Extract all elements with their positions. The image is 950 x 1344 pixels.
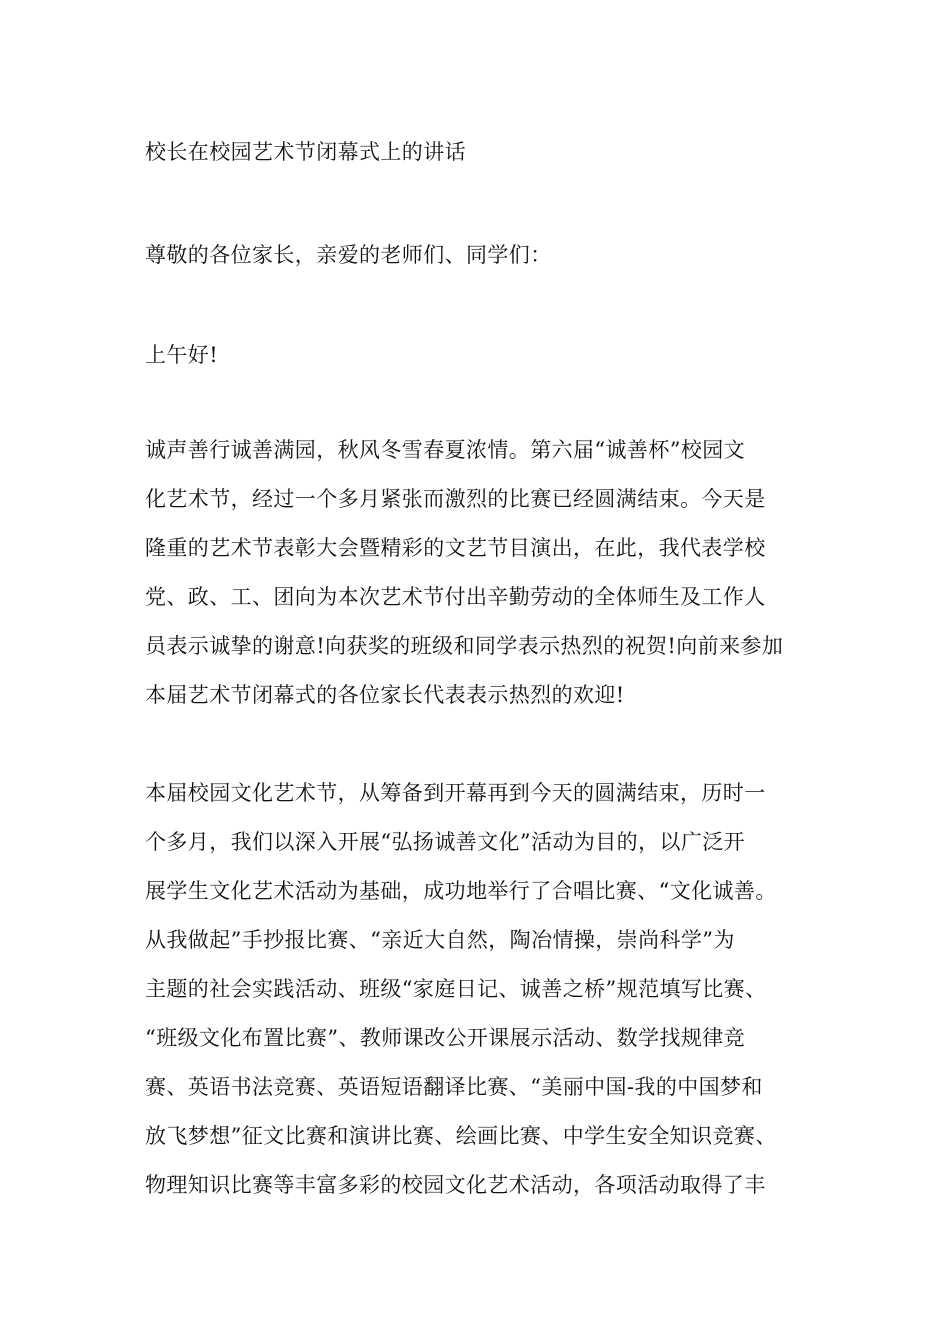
paragraph-line: 个多月，我们以深入开展“弘扬诚善文化”活动为目的，以广泛开 [145, 830, 746, 854]
paragraph-line: “班级文化布置比赛”、教师课改公开课展示活动、数学找规律竞 [145, 1026, 746, 1050]
paragraph-line: 展学生文化艺术活动为基础，成功地举行了合唱比赛、“文化诚善。 [145, 879, 777, 903]
paragraph-line: 党、政、工、团向为本次艺术节付出辛勤劳动的全体师生及工作人 [145, 585, 766, 609]
paragraph-1 [145, 435, 783, 729]
paragraph-line: 诚声善行诚善满园，秋风冬雪春夏浓情。第六届“诚善杯”校园文 [145, 438, 746, 462]
paragraph-line: 物理知识比赛等丰富多彩的校园文化艺术活动，各项活动取得了丰 [145, 1173, 766, 1197]
salutation: 尊敬的各位家长，亲爱的老师们、同学们： [145, 243, 552, 267]
paragraph-line: 赛、英语书法竞赛、英语短语翻译比赛、“美丽中国-我的中国梦和 [145, 1075, 763, 1099]
paragraph-line: 隆重的艺术节表彰大会暨精彩的文艺节目演出，在此，我代表学校 [145, 536, 766, 560]
paragraph-line: 主题的社会实践活动、班级“家庭日记、诚善之桥”规范填写比赛、 [145, 977, 767, 1001]
paragraph-line: 放飞梦想”征文比赛和演讲比赛、绘画比赛、中学生安全知识竞赛、 [145, 1124, 777, 1148]
paragraph-2 [145, 778, 777, 1219]
paragraph-line: 员表示诚挚的谢意!向获奖的班级和同学表示热烈的祝贺!向前来参加 [145, 634, 784, 658]
paragraph-line: 化艺术节，经过一个多月紧张而激烈的比赛已经圆满结束。今天是 [145, 487, 766, 511]
paragraph-line: 本届校园文化艺术节，从筹备到开幕再到今天的圆满结束，历时一 [145, 781, 766, 805]
document-title: 校长在校园艺术节闭幕式上的讲话 [145, 140, 466, 164]
paragraph-line: 本届艺术节闭幕式的各位家长代表表示热烈的欢迎! [145, 683, 625, 707]
paragraph-line: 从我做起”手抄报比赛、“亲近大自然，陶冶情操，崇尚科学”为 [145, 928, 735, 952]
greeting: 上午好! [145, 343, 219, 367]
